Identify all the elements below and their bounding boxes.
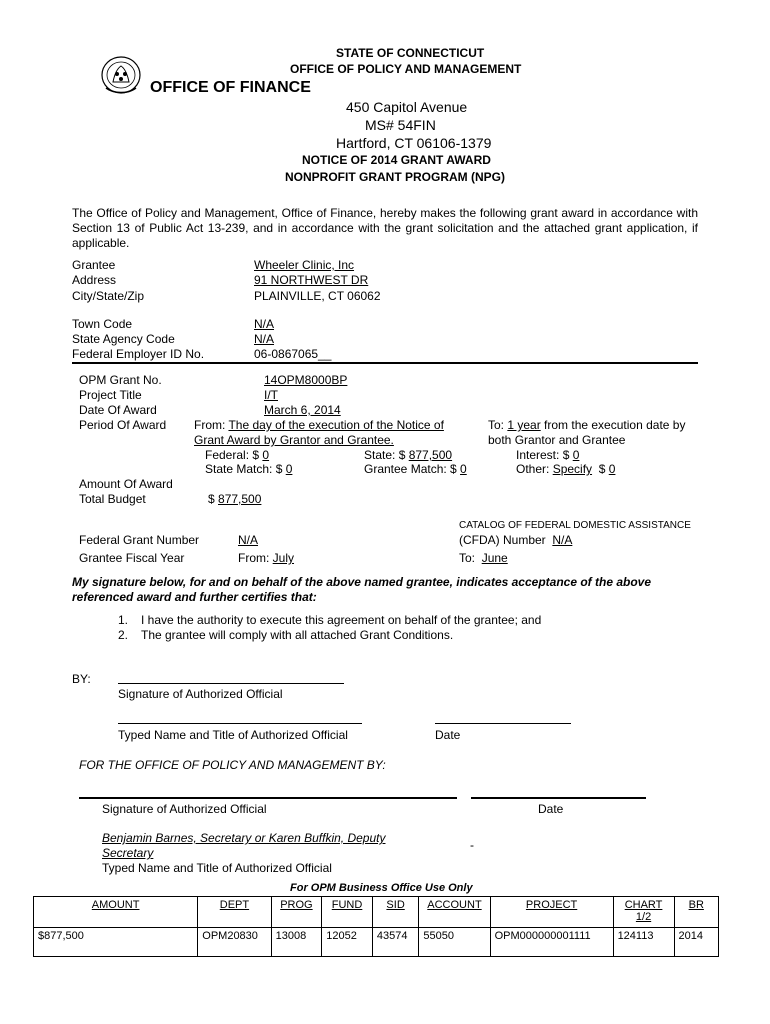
- date-of-award-label: Date Of Award: [79, 403, 157, 417]
- by-label: BY:: [72, 672, 91, 686]
- cert-item-2: The grantee will comply with all attached Grant Conditions.: [141, 628, 454, 642]
- federal-grant-number-label: Federal Grant Number: [79, 533, 200, 547]
- opm-official-name: Benjamin Barnes, Secretary or Karen Buffkin, Deputy: [102, 831, 386, 845]
- opm-typed-name-caption: Typed Name and Title of Authorized Official: [102, 861, 332, 875]
- col-fund: FUND: [322, 897, 373, 928]
- state-match-amount: State Match: $ 0: [205, 462, 293, 476]
- grantee-date-caption: Date: [435, 728, 461, 742]
- grantee-typed-name-caption: Typed Name and Title of Authorized Official: [118, 728, 348, 742]
- grantee-value: Wheeler Clinic, Inc: [254, 258, 355, 272]
- notice-title: NOTICE OF 2014 GRANT AWARD: [302, 153, 491, 167]
- grant-no-label: OPM Grant No.: [79, 373, 162, 387]
- opm-signature-caption: Signature of Authorized Official: [102, 802, 267, 816]
- grantee-typed-name-line[interactable]: [118, 723, 362, 724]
- fein-value: 06-0867065__: [254, 347, 332, 361]
- agency-code-value: N/A: [254, 332, 275, 346]
- program-title: NONPROFIT GRANT PROGRAM (NPG): [285, 170, 505, 184]
- certification-statement: My signature below, for and on behalf of the above named grantee, indicates acceptance of the above referenced award and further certifies that:: [72, 575, 652, 604]
- opm-official-name-line2: Secretary: [102, 846, 154, 860]
- amount-of-award-label: Amount Of Award: [79, 477, 173, 491]
- col-project: PROJECT: [490, 897, 613, 928]
- town-code-value: N/A: [254, 317, 275, 331]
- opm-signature-line[interactable]: [79, 797, 457, 799]
- fiscal-year-label: Grantee Fiscal Year: [79, 551, 185, 565]
- cert-item-1: I have the authority to execute this agreement on behalf of the grantee; and: [141, 613, 542, 627]
- project-title-label: Project Title: [79, 388, 142, 402]
- header-address2: MS# 54FIN: [365, 117, 436, 133]
- period-to: To: 1 year from the execution date by: [488, 418, 686, 432]
- cell-amount: $877,500: [34, 928, 198, 957]
- federal-grant-number-value: N/A: [238, 533, 259, 547]
- state-seal-logo: [100, 54, 142, 96]
- cell-project: OPM000000001111: [490, 928, 613, 957]
- office-use-table: [33, 896, 719, 957]
- grantee-label: Grantee: [72, 258, 116, 272]
- total-budget-label: Total Budget: [79, 492, 146, 506]
- header-address3: Hartford, CT 06106-1379: [336, 135, 492, 151]
- header-finance: OFFICE OF FINANCE: [150, 79, 311, 96]
- federal-amount: Federal: $ 0: [205, 448, 270, 462]
- office-use-title: For OPM Business Office Use Only: [290, 882, 473, 894]
- cell-chart: 124113: [613, 928, 674, 957]
- fiscal-year-from: From: July: [238, 551, 295, 565]
- col-dept: DEPT: [198, 897, 271, 928]
- col-br: BR: [674, 897, 718, 928]
- cell-prog: 13008: [271, 928, 322, 957]
- col-sid: SID: [372, 897, 418, 928]
- opm-date-line[interactable]: [471, 797, 646, 799]
- section-divider: [72, 362, 698, 364]
- intro-paragraph: The Office of Policy and Management, Office of Finance, hereby makes the following grant award in accordance with Section 13 of Public Act 13-239, and in accordance with the grant solicitation and the attached grant application, if applicable.: [72, 206, 698, 250]
- col-chart: CHART 1/2: [613, 897, 674, 928]
- cert-item-1-num: 1.: [118, 613, 129, 627]
- opm-date-caption: Date: [538, 802, 564, 816]
- cell-dept: OPM20830: [198, 928, 271, 957]
- opm-heading: FOR THE OFFICE OF POLICY AND MANAGEMENT BY:: [79, 758, 386, 772]
- grantee-signature-caption: Signature of Authorized Official: [118, 687, 283, 701]
- cfda-number: (CFDA) Number N/A: [459, 533, 573, 547]
- cert-item-2-num: 2.: [118, 628, 129, 642]
- interest-amount: Interest: $ 0: [516, 448, 580, 462]
- project-title-value: I/T: [264, 388, 278, 402]
- address-value: 91 NORTHWEST DR: [254, 273, 369, 287]
- table-row: [34, 928, 719, 957]
- other-amount: Other: Specify $ 0: [516, 462, 616, 476]
- office-use-header-row: [34, 897, 719, 928]
- total-budget-value: $ 877,500: [208, 492, 262, 506]
- town-code-label: Town Code: [72, 317, 133, 331]
- grantee-signature-line[interactable]: [118, 683, 344, 684]
- grant-no-value: 14OPM8000BP: [264, 373, 348, 387]
- grantee-date-line[interactable]: [435, 723, 571, 724]
- cell-account: 55050: [419, 928, 490, 957]
- period-label: Period Of Award: [79, 418, 167, 432]
- state-amount: State: $ 877,500: [364, 448, 453, 462]
- header-state: STATE OF CONNECTICUT: [336, 46, 485, 60]
- fiscal-year-to: To: June: [459, 551, 508, 565]
- agency-code-label: State Agency Code: [72, 332, 175, 346]
- col-prog: PROG: [271, 897, 322, 928]
- col-account: ACCOUNT: [419, 897, 490, 928]
- fein-label: Federal Employer ID No.: [72, 347, 205, 361]
- cell-br: 2014: [674, 928, 718, 957]
- period-from-line2: Grant Award by Grantor and Grantee.: [194, 433, 394, 447]
- period-from: From: The day of the execution of the Notice of: [194, 418, 444, 432]
- cell-sid: 43574: [372, 928, 418, 957]
- opm-dash: -: [470, 838, 474, 852]
- address-label: Address: [72, 273, 117, 287]
- city-label: City/State/Zip: [72, 289, 145, 303]
- cfda-title: CATALOG OF FEDERAL DOMESTIC ASSISTANCE: [459, 520, 691, 531]
- city-value: PLAINVILLE, CT 06062: [254, 289, 381, 303]
- header-office: OFFICE OF POLICY AND MANAGEMENT: [290, 62, 522, 76]
- period-to-line2: both Grantor and Grantee: [488, 433, 626, 447]
- date-of-award-value: March 6, 2014: [264, 403, 341, 417]
- col-amount: AMOUNT: [34, 897, 198, 928]
- grantee-match-amount: Grantee Match: $ 0: [364, 462, 467, 476]
- cell-fund: 12052: [322, 928, 373, 957]
- header-address1: 450 Capitol Avenue: [346, 99, 468, 115]
